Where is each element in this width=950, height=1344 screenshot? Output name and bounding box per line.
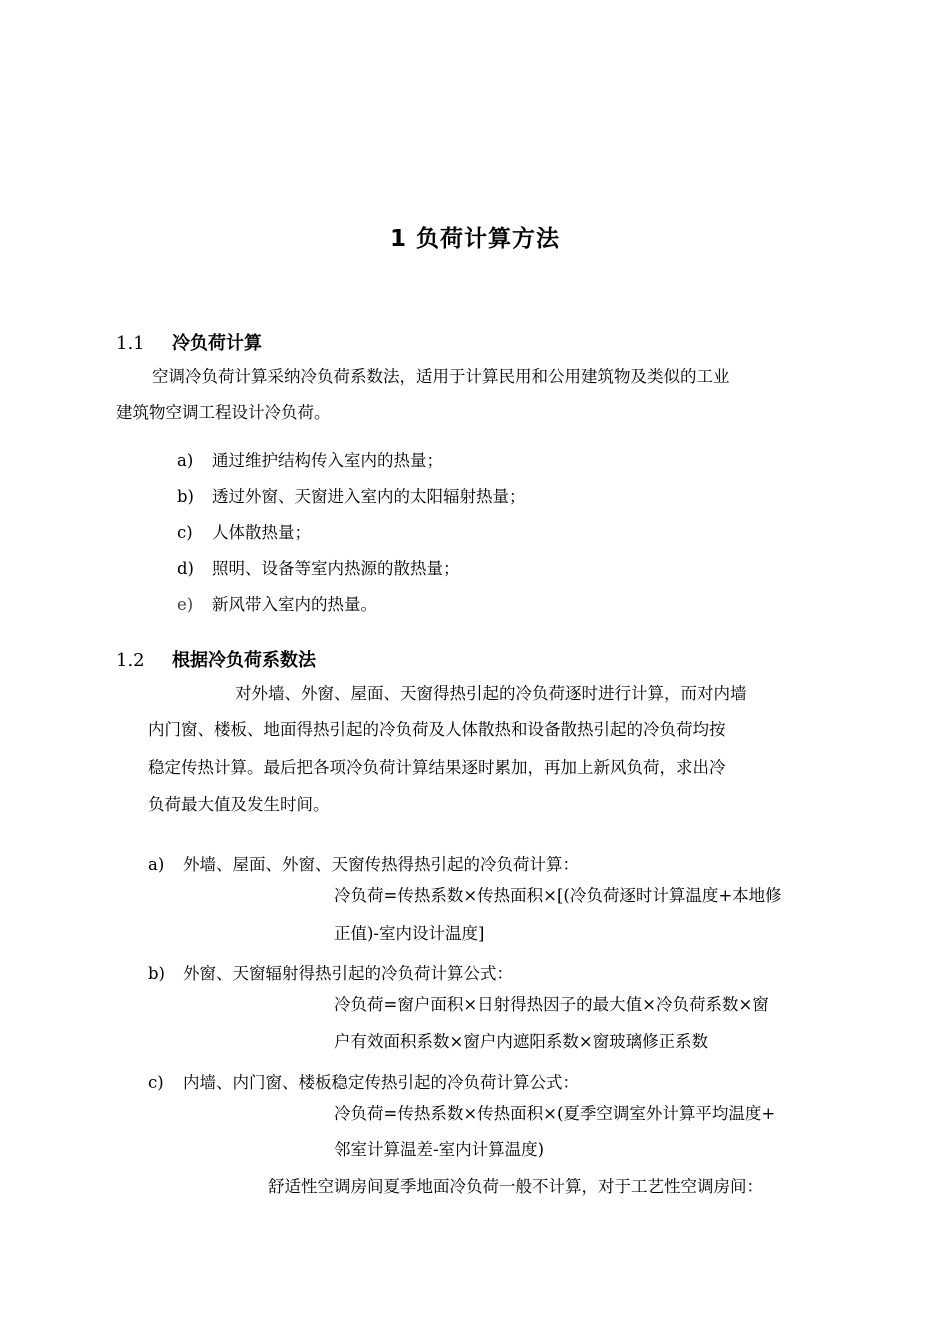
list-label: a) xyxy=(148,855,165,874)
formula-line: 冷负荷=传热系数×传热面积×(夏季空调室外计算平均温度+ xyxy=(334,1104,776,1123)
list-label: b) xyxy=(177,487,194,506)
list-label: c) xyxy=(177,523,193,542)
list-item xyxy=(148,960,513,984)
list-item xyxy=(177,483,526,507)
formula-line: 冷负荷=传热系数×传热面积×[(冷负荷逐时计算温度+本地修 xyxy=(334,886,782,905)
list-label: a) xyxy=(177,451,194,470)
list-text: 照明、设备等室内热源的散热量； xyxy=(212,559,460,578)
list-label: c) xyxy=(148,1073,164,1092)
list-item xyxy=(177,447,443,471)
formula-line: 冷负荷=窗户面积×日射得热因子的最大值×冷负荷系数×窗 xyxy=(334,995,769,1014)
section-number: 1.2 xyxy=(116,650,145,671)
paragraph-line: 稳定传热计算。最后把各项冷负荷计算结果逐时累加，再加上新风负荷，求出冷 xyxy=(148,758,726,777)
list-label: e) xyxy=(177,595,194,614)
formula-line: 户有效面积系数×窗户内遮阳系数×窗玻璃修正系数 xyxy=(334,1032,709,1051)
list-text: 人体散热量； xyxy=(212,523,311,542)
section-title: 根据冷负荷系数法 xyxy=(172,650,316,671)
list-label: d) xyxy=(177,559,194,578)
list-text: 新风带入室内的热量。 xyxy=(212,595,377,614)
list-text: 通过维护结构传入室内的热量； xyxy=(212,451,443,470)
paragraph-line: 空调冷负荷计算采纳冷负荷系数法，适用于计算民用和公用建筑物及类似的工业 xyxy=(152,367,730,386)
paragraph-line: 负荷最大值及发生时间。 xyxy=(148,795,330,814)
list-item xyxy=(177,555,460,579)
list-label: b) xyxy=(148,964,165,983)
section-title: 冷负荷计算 xyxy=(172,333,262,354)
paragraph-line: 内门窗、楼板、地面得热引起的冷负荷及人体散热和设备散热引起的冷负荷均按 xyxy=(148,720,726,739)
section-number: 1.1 xyxy=(116,333,145,354)
chapter-title: 1 负荷计算方法 xyxy=(389,226,560,252)
list-text: 外窗、天窗辐射得热引起的冷负荷计算公式： xyxy=(183,964,513,983)
paragraph-line: 对外墙、外窗、屋面、天窗得热引起的冷负荷逐时进行计算，而对内墙 xyxy=(235,684,747,703)
section-heading-1-2 xyxy=(116,646,316,672)
list-text: 内墙、内门窗、楼板稳定传热引起的冷负荷计算公式： xyxy=(183,1073,579,1092)
formula-line: 邻室计算温差-室内计算温度) xyxy=(334,1140,545,1159)
paragraph-line: 舒适性空调房间夏季地面冷负荷一般不计算，对于工艺性空调房间： xyxy=(268,1177,763,1196)
list-item xyxy=(177,591,377,615)
list-text: 透过外窗、天窗进入室内的太阳辐射热量； xyxy=(212,487,526,506)
list-item xyxy=(148,851,579,875)
list-text: 外墙、屋面、外窗、天窗传热得热引起的冷负荷计算： xyxy=(183,855,579,874)
formula-line: 正值)-室内设计温度] xyxy=(334,924,485,943)
list-item xyxy=(177,519,311,543)
list-item xyxy=(148,1069,579,1093)
section-heading-1-1 xyxy=(116,329,262,355)
paragraph-line: 建筑物空调工程设计冷负荷。 xyxy=(116,403,331,422)
